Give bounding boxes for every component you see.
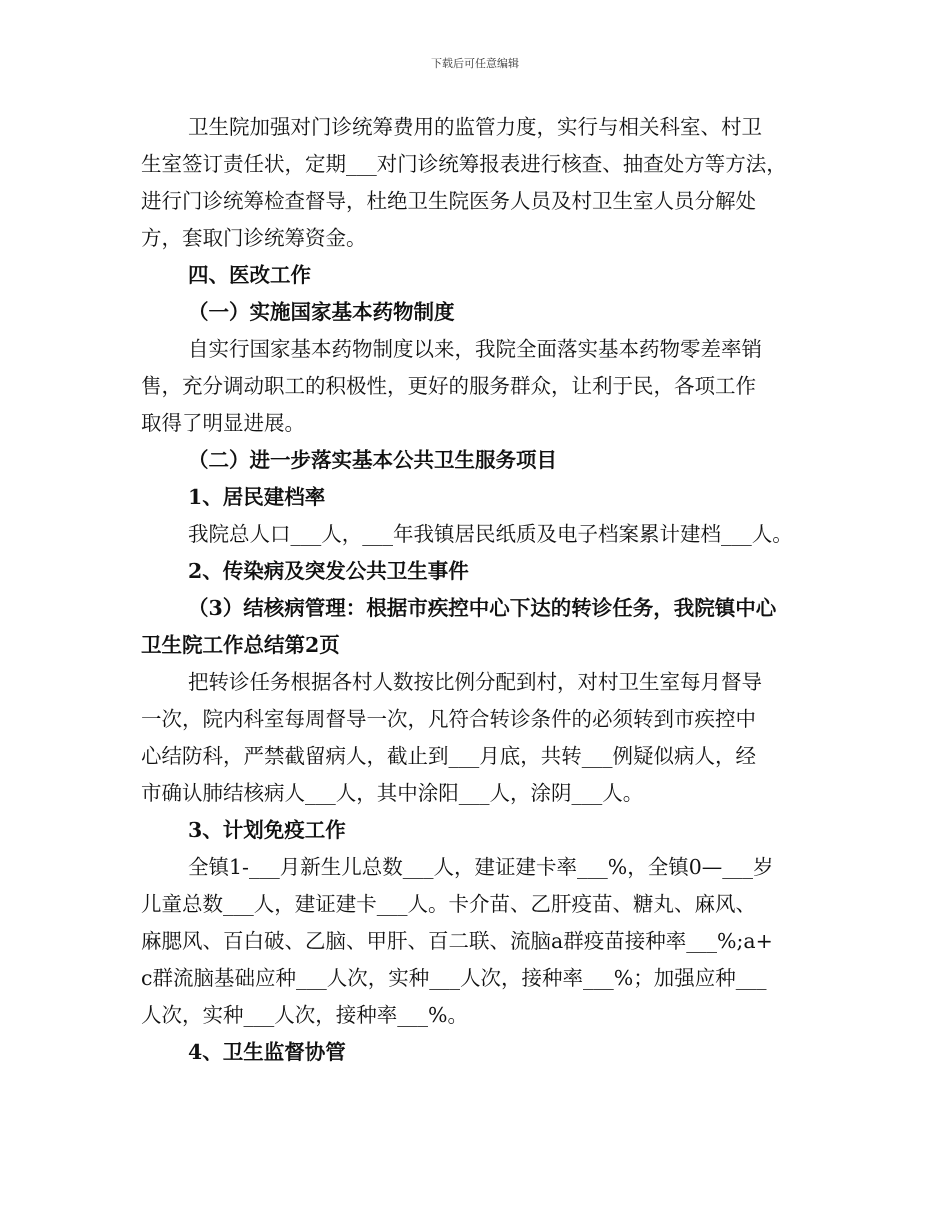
item-heading: （3）结核病管理：根据市疾控中心下达的转诊任务，我院镇中心	[188, 596, 777, 620]
paragraph-line: 全镇1-___月新生儿总数___人，建证建卡率___%，全镇0—___岁	[188, 855, 774, 879]
paragraph-line: 儿童总数___人，建证建卡___人。卡介苗、乙肝疫苗、糖丸、麻风、	[141, 892, 756, 916]
paragraph-line: 卫生院加强对门诊统筹费用的监管力度，实行与相关科室、村卫	[188, 115, 762, 139]
paragraph-line: 我院总人口___人，___年我镇居民纸质及电子档案累计建档___人。	[188, 522, 793, 546]
paragraph-line: 市确认肺结核病人___人，其中涂阳___人，涂阴___人。	[141, 781, 644, 805]
paragraph-line: 人次，实种___人次，接种率___%。	[141, 1003, 468, 1027]
paragraph-line: 把转诊任务根据各村人数按比例分配到村，对村卫生室每月督导	[188, 670, 762, 694]
paragraph-line: 一次，院内科室每周督导一次，凡符合转诊条件的必须转到市疾控中	[141, 707, 756, 731]
paragraph-line: 取得了明显进展。	[141, 411, 305, 435]
item-heading: 3、计划免疫工作	[188, 818, 346, 842]
item-heading: 2、传染病及突发公共卫生事件	[188, 559, 469, 583]
paragraph-line: 方，套取门诊统筹资金。	[141, 226, 367, 250]
paragraph-line: c群流脑基础应种___人次，实种___人次，接种率___%；加强应种___	[141, 966, 767, 990]
section-heading: 四、医改工作	[188, 263, 311, 287]
paragraph-line: 麻腮风、百白破、乙脑、甲肝、百二联、流脑a群疫苗接种率___%;a+	[141, 929, 773, 953]
paragraph-line: 生室签订责任状，定期___对门诊统筹报表进行核查、抽查处方等方法，	[141, 152, 787, 176]
item-heading: 卫生院工作总结第2页	[141, 633, 340, 657]
subsection-heading: （二）进一步落实基本公共卫生服务项目	[188, 448, 557, 472]
page-header: 下载后可任意编辑	[431, 57, 519, 70]
item-heading: 4、卫生监督协管	[188, 1040, 346, 1064]
paragraph-line: 售，充分调动职工的积极性，更好的服务群众，让利于民，各项工作	[141, 374, 756, 398]
paragraph-line: 自实行国家基本药物制度以来，我院全面落实基本药物零差率销	[188, 337, 762, 361]
paragraph-line: 心结防科，严禁截留病人，截止到___月底，共转___例疑似病人，经	[141, 744, 756, 768]
paragraph-line: 进行门诊统筹检查督导，杜绝卫生院医务人员及村卫生室人员分解处	[141, 189, 756, 213]
item-heading: 1、居民建档率	[188, 485, 326, 509]
subsection-heading: （一）实施国家基本药物制度	[188, 300, 455, 324]
